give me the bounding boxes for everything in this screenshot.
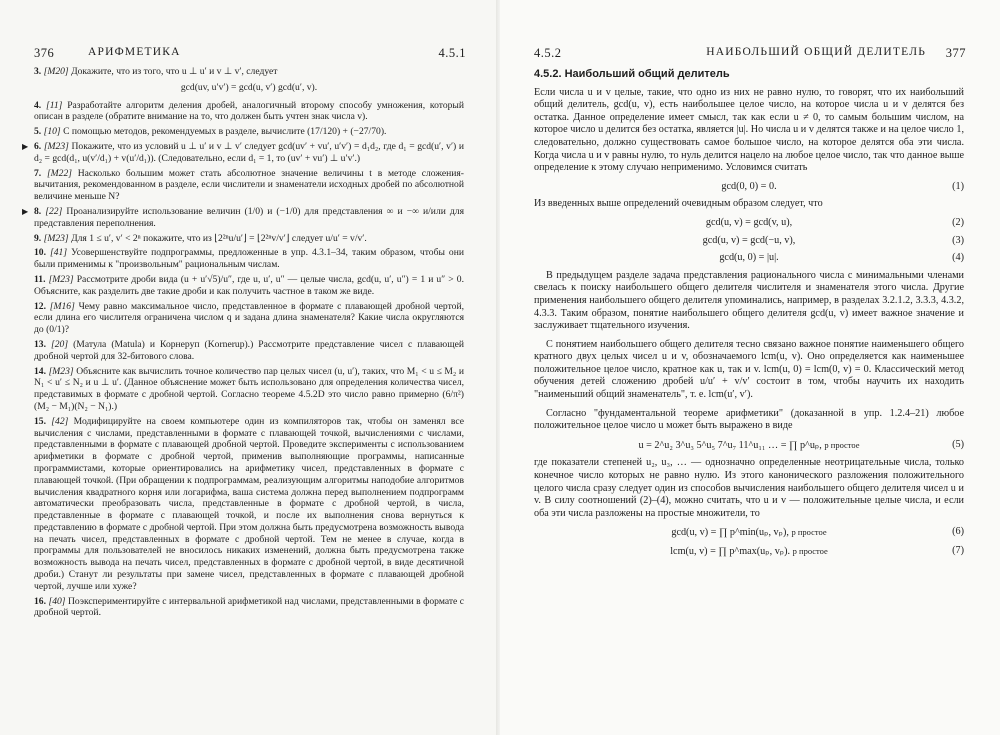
right-running-head <box>534 46 966 62</box>
equation <box>534 235 964 248</box>
exercise-number: 5. <box>34 126 42 138</box>
equation <box>534 526 964 540</box>
exercise-text: (Матула (Matula) и Корнеруп (Kornerup).) Рассмотрите представление чисел с плавающей дробной чертой для 32-битового слова. <box>34 338 465 362</box>
exercise-rating: [M23] <box>43 232 69 244</box>
equation-number: (3) <box>952 234 964 246</box>
exercise-rating: [M23] <box>48 273 74 285</box>
equation-body: gcd(u, v) = gcd(v, u), <box>705 216 793 228</box>
running-title: АРИФМЕТИКА <box>88 46 181 58</box>
exercise-text: Докажите, что из того, что u ⊥ u′ и v ⊥ v′, следует <box>71 66 278 77</box>
exercise-text: Рассмотрите дроби вида (u + u′√5)/u″, где u, u′, u″ — целые числа, gcd(u, u′, u″) = 1 и u″ > 0. Объясните, как разделить две такие дроби и как получить частное в таком же виде. <box>34 273 464 297</box>
display-formula <box>34 82 464 94</box>
exercise-number: 9. <box>34 232 42 244</box>
exercise-number: 10. <box>34 247 46 259</box>
exercise <box>34 100 464 124</box>
exercise-list <box>22 66 465 622</box>
exercise-rating: [42] <box>51 415 69 427</box>
paragraph: Согласно "фундаментальной теореме арифметики" (доказанной в упр. 1.2.4–21) любое положительное целое число u может быть выражено в виде <box>534 407 964 432</box>
exercise-number: 8. <box>34 205 42 217</box>
exercise-number: 11. <box>34 273 46 285</box>
section-number: 4.5.2 <box>534 46 562 60</box>
exercise <box>34 416 464 593</box>
exercise-number: 3. <box>34 66 42 77</box>
right-page <box>500 0 1000 735</box>
exercise-text: Для 1 ≤ u′, v′ < 2ⁿ покажите, что из ⌊2²ⁿu/u′⌋ = ⌊2²ⁿv/v′⌋ следует u/u′ = v/v′. <box>71 232 367 244</box>
exercise-text: Модифицируйте на своем компьютере один из компиляторов так, чтобы он заменял все вычисления с числами, представленными в формате с плавающей точкой, вычислениями с числами, представленными в формате с плавающей дробной чертой. Проведите эксперименты с использованием арифметики в формате с дробной чертой, применив выполняющие программы, написанные программистами, которые ориентировались на арифметику чисел, представленных в формате с плавающей точкой. (При обращении к подпрограммам, реализующим алгоритмы наподобие алгоритмов вычисления квадратного корня или логарифма, ваша система должна перед выполнением подпрограмм автоматически преобразовать числа, представленные в формате с дробной чертой, в числа, представленные в формате с плавающей точкой, и после их выполнения снова вернуться к представлению в формате с дробной чертой. При этом должна быть предусмотрена возможность вывода на печать чисел, представленных в формате с дробной чертой. Тем не менее в случае, когда в программы для пользователей не вносилось никаких изменений, должна быть предусмотрена также возможность вывода на печать чисел, представленных в формате с дробной чертой, в виде десятичной дроби.) Станут ли результаты при замене чисел, представленных в формате с плавающей дробной чертой, лучше или хуже? <box>34 415 464 592</box>
exercise-rating: [20] <box>51 338 69 350</box>
exercise-rating: [40] <box>48 595 66 607</box>
equation-number: (2) <box>952 216 964 228</box>
exercise <box>22 205 464 230</box>
difficulty-marker-icon: ▶ <box>22 141 29 151</box>
exercise <box>34 274 464 298</box>
exercise <box>34 366 464 413</box>
paragraph: Если числа u и v целые, такие, что одно из них не равно нулю, то говорят, что их наибольший общий делитель, gcd(u, v), есть наибольшее целое число, на которое числа u и v делятся без остатка. Данное определение имеет смысл, так как если u ≠ 0, то самым большим числом, на которое число u делится без остатка, является |u|. Но числа u и v делятся также и на целое число 1, следовательно, должно существовать самое большое число, на которое делятся оба эти числа. Когда числа u и v равны нулю, то нуль делится нацело на любое целое число, так что данное выше определение к этому случаю неприменимо. Условимся считать <box>534 86 964 174</box>
exercise-rating: [10] <box>43 126 61 138</box>
exercise <box>34 596 464 620</box>
equation <box>534 181 964 194</box>
exercise-rating: [M16] <box>49 300 75 312</box>
running-title: НАИБОЛЬШИЙ ОБЩИЙ ДЕЛИТЕЛЬ <box>706 46 926 58</box>
exercise-rating: [M20] <box>43 66 69 77</box>
exercise-number: 15. <box>34 415 46 427</box>
exercise <box>34 168 464 203</box>
equation-number: (6) <box>952 526 964 538</box>
equation-body: u = 2^u₂ 3^u₃ 5^u₅ 7^u₇ 11^u₁₁ … = ∏ p^uₚ, <box>638 439 822 451</box>
exercise <box>34 339 464 363</box>
equation-body: gcd(u, v) = gcd(−u, v), <box>702 234 796 246</box>
exercise-text: Разработайте алгоритм деления дробей, аналогичный второму способу умножения, который описан в разделе (обратите внимание на то, что должен быть учтен знак числа v). <box>34 99 464 123</box>
exercise-number: 6. <box>34 140 42 152</box>
exercise-text: gcd(uv, u′v′) = gcd(u, v′) gcd(u′, v). <box>180 81 318 93</box>
exercise-rating: [41] <box>50 247 68 259</box>
equation-subscript: p простое <box>791 527 827 538</box>
equation-number: (1) <box>952 180 964 192</box>
exercise-text: Покажите, что из условий u ⊥ u′ и v ⊥ v′ следует gcd(uv′ + vu′, u′v′) = d₁d₂, где d₁ = gcd(u′, v′) и d₂ = gcd(d₁, u(v′/d₁) + v(u′/d₁)). (Следовательно, если d₁ = 1, то (uv′ + vu′) ⊥ u′v′.) <box>34 140 464 164</box>
exercise <box>34 301 464 336</box>
equation-subscript: p простое <box>824 439 860 450</box>
exercise-text: Чему равно максимальное число, представленное в формате с плавающей дробной чертой, если длина его числителя ограничена числом q и задана длина знаменателя? Какие числа округляются до (0/1)? <box>34 300 464 336</box>
page-number: 376 <box>34 46 55 60</box>
section-number: 4.5.1 <box>438 46 466 60</box>
section-heading: 4.5.2. Наибольший общий делитель <box>534 68 730 80</box>
exercise-rating: [22] <box>45 205 63 217</box>
equation-body: gcd(0, 0) = 0. <box>721 180 777 192</box>
exercise-rating: [M23] <box>48 365 74 377</box>
exercise-rating: [11] <box>46 99 63 111</box>
equation-body: lcm(u, v) = ∏ p^max(uₚ, vₚ). <box>670 546 791 557</box>
exercise <box>34 247 464 271</box>
equation-body: gcd(u, 0) = |u|. <box>719 252 779 264</box>
exercise-rating: [M23] <box>43 140 69 152</box>
exercise <box>34 233 464 245</box>
exercise-text: С помощью методов, рекомендуемых в разделе, вычислите (17/120) + (−27/70). <box>63 126 387 138</box>
equation <box>534 545 964 559</box>
equation <box>534 217 964 230</box>
left-running-head <box>34 46 466 62</box>
equation-subscript: p простое <box>792 546 828 556</box>
exercise-number: 14. <box>34 365 46 377</box>
equation-number: (7) <box>952 545 964 556</box>
exercise-text: Объясните как вычислить точное количество пар целых чисел (u, u′), таких, что M₁ < u ≤ M₂ и N₁ < u′ ≤ N₂ и u ⊥ u′. (Данное объяснение может быть использовано для определения количества чисел, представимых в формате с дробной чертой. Согласно теореме 4.5.2D это число равно примерно (6/π²)(M₂ − M₁)(N₂ − N₁).) <box>34 365 464 412</box>
paragraph: где показатели степеней u₂, u₃, … — однозначно определенные неотрицательные числа, только конечное число которых не равно нулю. Из этого канонического разложения положительного целого числа сразу следует один из способов вычисления наибольшего общего делителя чисел u и v. В силу соотношений (2)–(4), можно считать, что u и v — положительные целые числа, и если оба эти числа разложены на простые множители, то <box>534 457 964 519</box>
exercise-number: 7. <box>34 167 42 179</box>
paragraph: С понятием наибольшего общего делителя тесно связано важное понятие наименьшего общего кратного двух целых чисел u и v, обозначаемого lcm(u, v). Оно определяется как наименьшее положительное целое число, кратное как u, так и v. lcm(u, 0) = lcm(0, v) = 0. Классический метод обучения детей сложению дробей u/u′ + v/v′ состоит в том, чтобы научить их находить "наименьший общий знаменатель", т. е. lcm(u′, v′). <box>534 338 964 401</box>
page-number: 377 <box>945 46 966 60</box>
equation <box>534 439 964 453</box>
equation-number: (4) <box>952 252 964 264</box>
paragraph: В предыдущем разделе задача представления рационального числа с минимальными членами свелась к поиску наибольшего общего делителя числителя и знаменателя этого числа. Другие применения наибольшего общего делителя упоминались, например, в разделах 3.2.1.2, 3.3.3, 4.3.2, 4.3.3. Таким образом, понятие наибольшего общего делителя gcd(u, v) имеет важное значение и заслуживает тщательного изучения. <box>534 269 964 332</box>
equation <box>534 252 964 265</box>
exercise <box>34 126 464 138</box>
exercise <box>34 66 464 78</box>
exercise-rating: [M22] <box>46 167 72 179</box>
exercise-text: Поэкспериментируйте с интервальной арифметикой над числами, представленными в формате с дробной чертой. <box>34 595 465 619</box>
exercise-text: Проанализируйте использование величин (1/0) и (−1/0) для представления ∞ и −∞ и/или для представления переполнения. <box>34 205 464 229</box>
exercise-text: Усовершенствуйте подпрограммы, предложенные в упр. 4.3.1–34, таким образом, чтобы они были применимы к "произвольным" рациональным числам. <box>34 247 464 271</box>
exercise-number: 16. <box>34 595 46 607</box>
paragraph: Из введенных выше определений очевидным образом следует, что <box>534 198 823 210</box>
exercise <box>22 140 464 165</box>
equation-body: gcd(u, v) = ∏ p^min(uₚ, vₚ), <box>671 527 789 539</box>
exercise-number: 4. <box>34 99 42 111</box>
exercise-text: Насколько большим может стать абсолютное значение величины t в методе сложения-вычитания, рекомендованном в разделе, если числители и знаменатели исходных дробей по абсолютной величине меньше N? <box>34 167 464 203</box>
main-text <box>534 66 964 564</box>
equation-number: (5) <box>952 438 964 450</box>
exercise-number: 12. <box>34 300 46 312</box>
difficulty-marker-icon: ▶ <box>22 206 29 216</box>
exercise-number: 13. <box>34 338 46 350</box>
